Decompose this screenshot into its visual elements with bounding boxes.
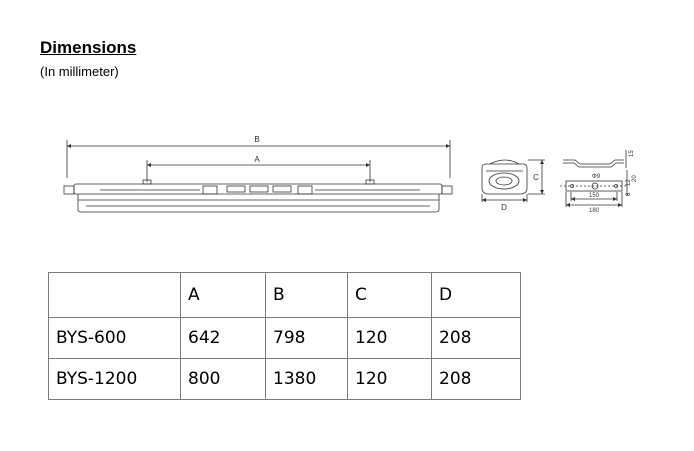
table-header-cell: B (266, 273, 348, 318)
table-cell-model: BYS-600 (49, 318, 181, 359)
table-cell: 120 (348, 318, 432, 359)
table-cell: 800 (181, 359, 266, 400)
table-cell: 208 (432, 318, 521, 359)
dim-label-b: B (254, 135, 260, 144)
bracket-height-15: 15 (629, 150, 635, 157)
bracket-hole-label: Φ9 (591, 174, 601, 180)
table-header-cell (49, 273, 181, 318)
table-row (49, 359, 521, 400)
table-cell: 1380 (266, 359, 348, 400)
bracket-width-180: 180 (588, 208, 600, 214)
bracket-height-8: 8 (626, 192, 632, 196)
table-cell: 120 (348, 359, 432, 400)
dim-label-d: D (501, 203, 507, 212)
side-view (482, 160, 545, 202)
table-header-row (49, 273, 521, 318)
table-cell: 642 (181, 318, 266, 359)
table-header-cell: D (432, 273, 521, 318)
bracket-height-20: 20 (632, 175, 638, 182)
dim-label-a: A (254, 155, 260, 164)
section-title: Dimensions (40, 38, 137, 57)
bracket-view (560, 150, 628, 207)
front-view (64, 140, 452, 212)
table-row (49, 318, 521, 359)
unit-note: (In millimeter) (40, 64, 119, 79)
dimensions-table (48, 272, 521, 400)
bracket-width-150: 150 (588, 193, 600, 199)
table-header-cell: A (181, 273, 266, 318)
table-cell: 798 (266, 318, 348, 359)
table-header-cell: C (348, 273, 432, 318)
table-cell-model: BYS-1200 (49, 359, 181, 400)
bracket-height-12: 12 (626, 179, 632, 186)
dim-label-c: C (533, 173, 539, 182)
table-cell: 208 (432, 359, 521, 400)
